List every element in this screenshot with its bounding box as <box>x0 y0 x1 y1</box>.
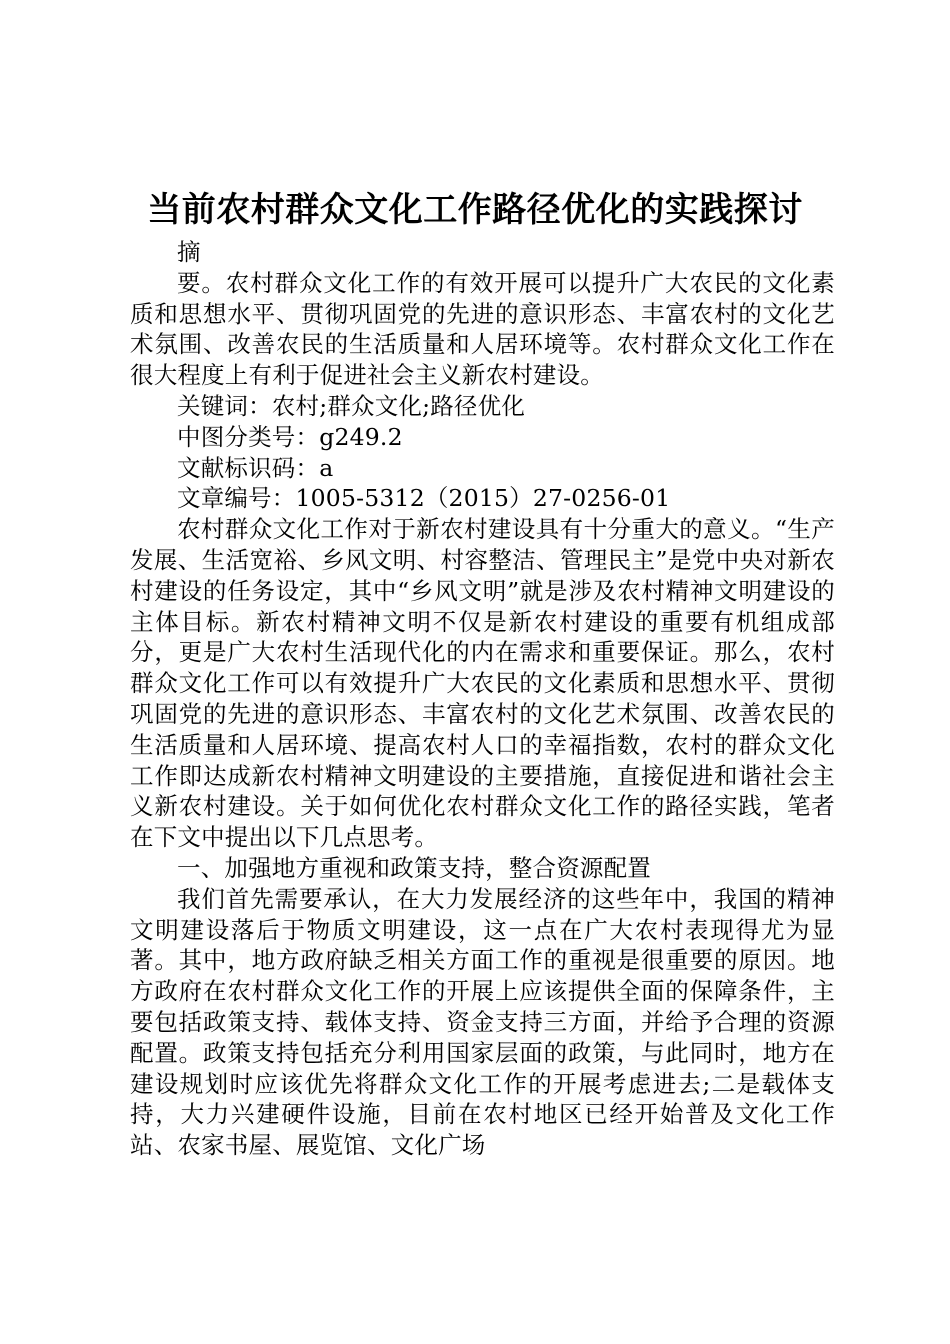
classification-number-line: 中图分类号：g249.2 <box>177 422 403 451</box>
section-1-paragraph: 我们首先需要承认，在大力发展经济的这些年中，我国的精神文明建设落后于物质文明建设，这一点在广大农村表现得尤为显著。其中，地方政府缺乏相关方面工作的重视是很重要的原因。地方政府在农村群众文化工作的开展上应该提供全面的保障条件，主要包括政策支持、载体支持、资金支持三方面，并给予合理的资源配置。政策支持包括充分利用国家层面的政策，与此同时，地方在建设规划时应该优先将群众文化工作的开展考虑进去;二是载体支持，大力兴建硬件设施，目前在农村地区已经开始普及文化工作站、农家书屋、展览馆、文化广场 <box>130 884 835 1160</box>
document-code-line: 文献标识码：a <box>177 453 334 482</box>
document-title: 当前农村群众文化工作路径优化的实践探讨 <box>147 190 803 230</box>
intro-paragraph: 农村群众文化工作对于新农村建设具有十分重大的意义。“生产发展、生活宽裕、乡风文明、村容整洁、管理民主”是党中央对新农村建设的任务设定，其中“乡风文明”就是涉及农村精神文明建设的主体目标。新农村精神文明不仅是新农村建设的重要有机组成部分，更是广大农村生活现代化的内在需求和重要保证。那么，农村群众文化工作可以有效提升广大农民的文化素质和思想水平、贯彻巩固党的先进的意识形态、丰富农村的文化艺术氛围、改善农民的生活质量和人居环境、提高农村人口的幸福指数，农村的群众文化工作即达成新农村精神文明建设的主要措施，直接促进和谐社会主义新农村建设。关于如何优化农村群众文化工作的路径实践，笔者在下文中提出以下几点思考。 <box>130 515 835 852</box>
article-number-line: 文章编号：1005-5312（2015）27-0256-01 <box>177 484 671 513</box>
abstract-paragraph: 要。农村群众文化工作的有效开展可以提升广大农民的文化素质和思想水平、贯彻巩固党的先进的意识形态、丰富农村的文化艺术氛围、改善农民的生活质量和人居环境等。农村群众文化工作在很大程度上有利于促进社会主义新农村建设。 <box>130 268 835 390</box>
document-body <box>130 237 835 1161</box>
section-heading-1: 一、加强地方重视和政策支持，整合资源配置 <box>177 853 651 882</box>
keywords-line: 关键词：农村;群众文化;路径优化 <box>177 391 526 420</box>
abstract-heading: 摘 <box>177 238 201 266</box>
